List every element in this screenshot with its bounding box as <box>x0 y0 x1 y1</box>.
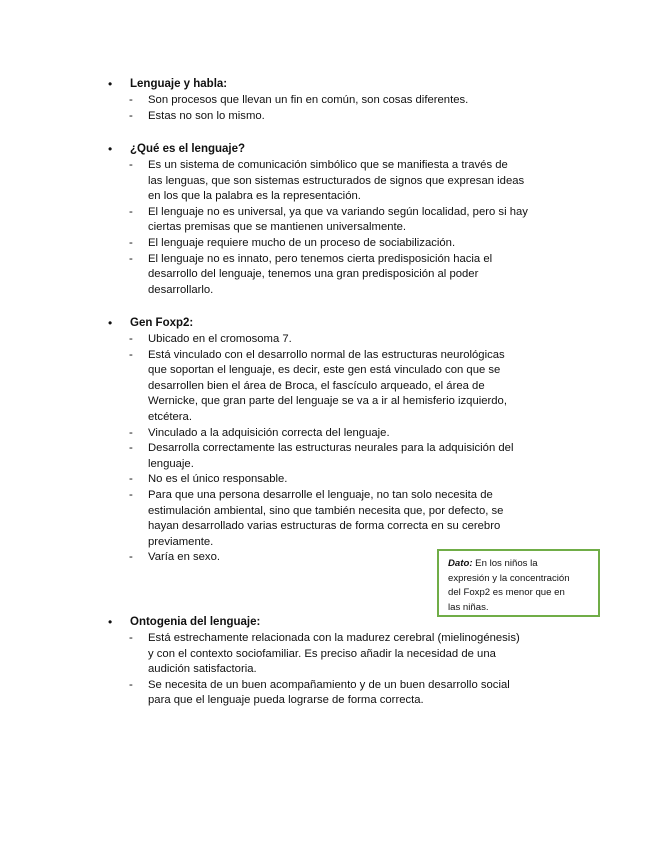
note-box <box>437 549 600 617</box>
section-heading: ¿Qué es el lenguaje? <box>130 143 246 155</box>
dash-marker: - <box>129 237 133 249</box>
dash-marker: - <box>129 109 133 122</box>
list-item-text: audición satisfactoria. <box>148 663 257 676</box>
bullet-icon: • <box>108 615 113 629</box>
section-heading: Ontogenia del lenguaje: <box>130 616 261 628</box>
dash-marker: - <box>129 333 133 345</box>
list-item-text: Vinculado a la adquisición correcta del lenguaje. <box>148 426 390 439</box>
bullet-icon: • <box>108 316 113 330</box>
list-item-text: Está estrechamente relacionada con la madurez cerebral (mielinogénesis) <box>148 632 520 644</box>
list-item-text: lenguaje. <box>148 457 194 470</box>
list-item-text: Son procesos que llevan un fin en común, son cosas diferentes. <box>148 94 469 106</box>
list-item-text: El lenguaje no es universal, ya que va variando según localidad, pero si hay <box>148 205 528 218</box>
list-item-text: desarrollarlo. <box>148 283 214 296</box>
dash-marker: - <box>129 551 133 564</box>
list-item-text: El lenguaje no es innato, pero tenemos cierta predisposición hacia el <box>148 252 493 265</box>
list-item-text: No es el único responsable. <box>148 473 288 486</box>
list-item-text: Se necesita de un buen acompañamiento y de un buen desarrollo social <box>148 678 510 691</box>
list-item-text: previamente. <box>148 535 214 548</box>
dash-marker: - <box>129 426 133 439</box>
note-line: En los niños la <box>472 558 538 569</box>
list-item-text: y con el contexto sociofamiliar. Es preciso añadir la necesidad de una <box>148 647 496 660</box>
dash-marker: - <box>129 678 133 691</box>
bullet-icon: • <box>108 77 113 91</box>
list-item-text: Está vinculado con el desarrollo normal de las estructuras neurológicas <box>148 348 505 361</box>
bullet-icon: • <box>108 142 113 156</box>
note-line: las niñas. <box>448 601 489 613</box>
list-item-text: etcétera. <box>148 411 192 423</box>
dash-marker: - <box>129 159 133 171</box>
dash-marker: - <box>129 348 133 361</box>
note-line: expresión y la concentración <box>448 572 570 584</box>
dash-marker: - <box>129 442 133 455</box>
list-item-text: Es un sistema de comunicación simbólico que se manifiesta a través de <box>148 159 508 171</box>
list-item-text: hayan desarrollado varias estructuras de forma correcta en su cerebro <box>148 520 501 533</box>
dash-marker: - <box>129 473 133 486</box>
dash-marker: - <box>129 94 133 106</box>
list-item-text: que soportan el lenguaje, es decir, este gen está vinculado con que se <box>148 364 501 377</box>
list-item-text: las lenguas, que son sistemas estructurados de signos que expresan ideas <box>148 174 525 187</box>
dash-marker: - <box>129 252 133 265</box>
list-item-text: El lenguaje requiere mucho de un proceso de sociabilización. <box>148 237 456 249</box>
list-item-text: estimulación ambiental, sino que también necesita que, por defecto, se <box>148 504 504 517</box>
list-item-text: Desarrolla correctamente las estructuras neurales para la adquisición del <box>148 442 514 455</box>
list-item-text: Ubicado en el cromosoma 7. <box>148 333 292 345</box>
list-item-text: Estas no son lo mismo. <box>148 109 265 122</box>
note-line: del Foxp2 es menor que en <box>448 587 565 598</box>
section-heading: Lenguaje y habla: <box>130 78 228 90</box>
list-item-text: desarrollo del lenguaje, tenemos una gran predisposición al poder <box>148 268 479 281</box>
list-item-text: Varía en sexo. <box>148 551 221 564</box>
dash-marker: - <box>129 205 133 218</box>
list-item-text: ciertas premisas que se mantienen universalmente. <box>148 221 407 234</box>
list-item-text: desarrollen bien el área de Broca, el fascículo arqueado, el área de <box>148 379 485 392</box>
section-heading: Gen Foxp2: <box>130 317 194 329</box>
list-item-text: en los que la palabra es la representación. <box>148 190 361 203</box>
note-label: Dato: <box>448 558 473 569</box>
dash-marker: - <box>129 632 133 644</box>
list-item-text: Wernicke, que gran parte del lenguaje se va a ir al hemisferio izquierdo, <box>148 395 507 408</box>
list-item-text: Para que una persona desarrolle el lenguaje, no tan solo necesita de <box>148 489 493 501</box>
dash-marker: - <box>129 489 133 501</box>
list-item-text: para que el lenguaje pueda lograrse de forma correcta. <box>148 694 424 707</box>
